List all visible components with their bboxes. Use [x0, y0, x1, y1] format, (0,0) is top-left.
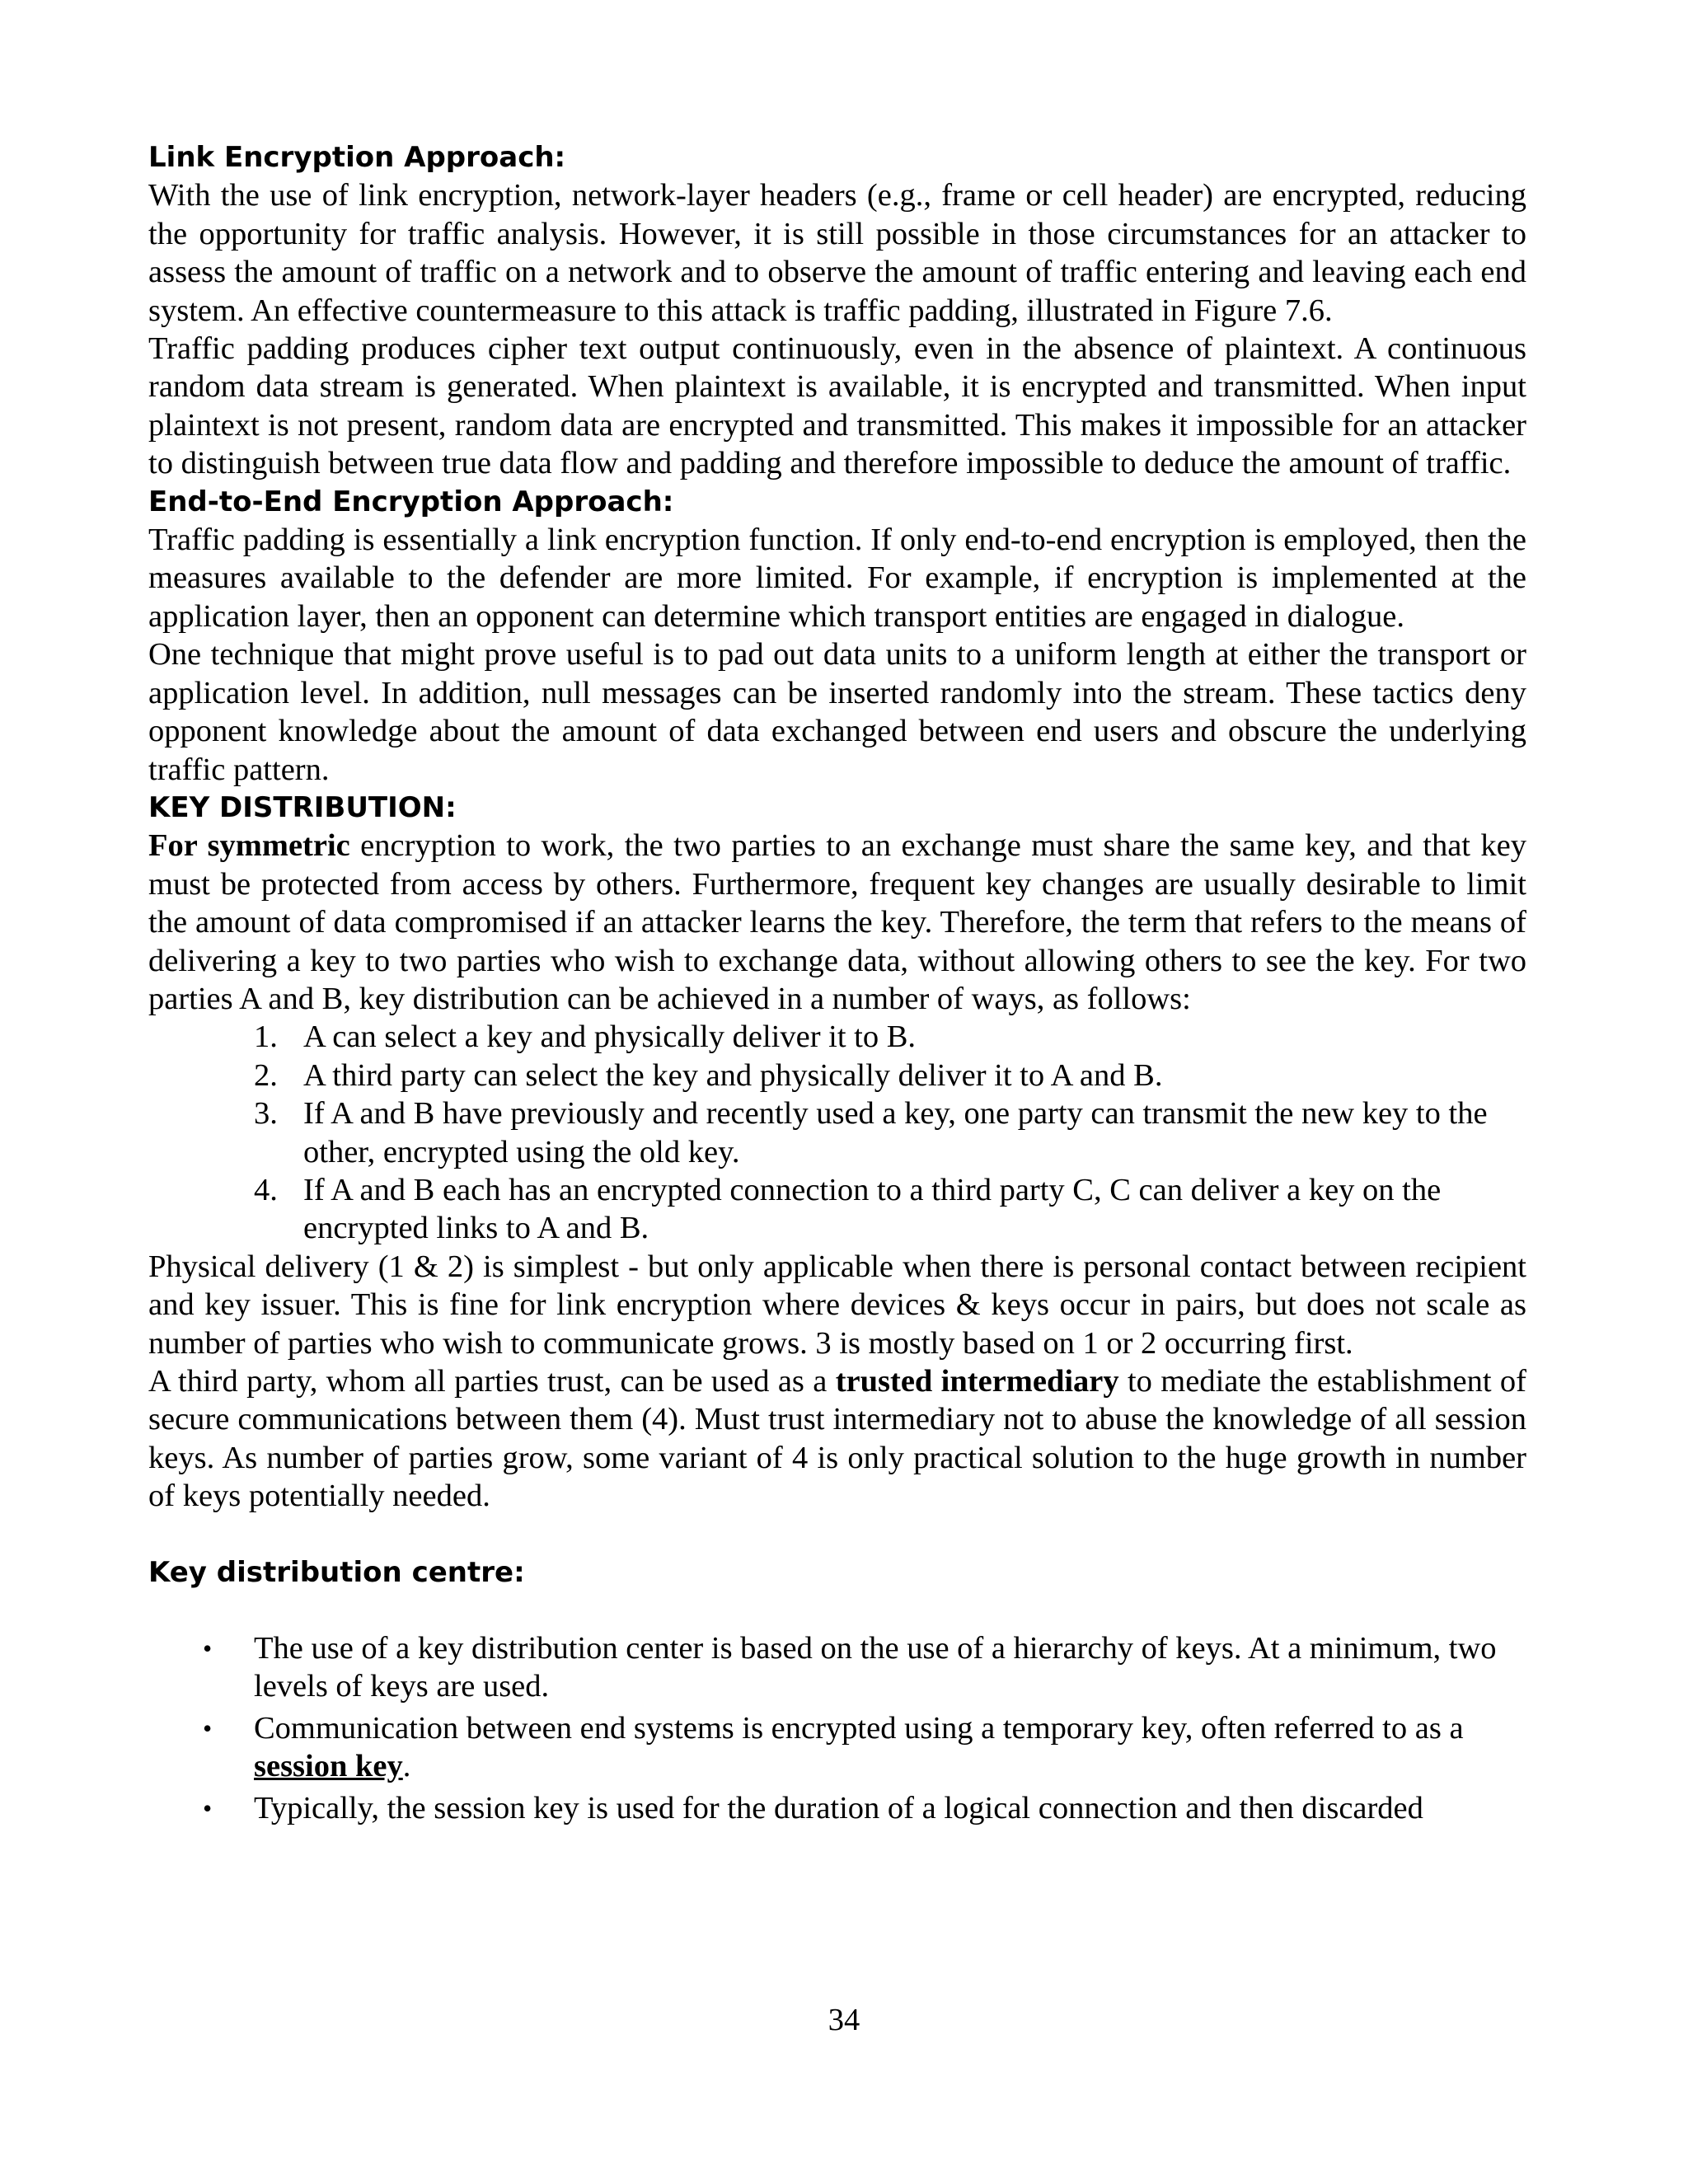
- list-item: [148, 1057, 1526, 1094]
- bullet-item: [148, 1709, 1526, 1786]
- heading-link-encryption: Link Encryption Approach:: [148, 141, 566, 174]
- list-number: 3.: [254, 1096, 278, 1132]
- bold-trusted-intermediary: trusted intermediary: [835, 1364, 1119, 1399]
- list-item: [148, 1094, 1526, 1171]
- bullet-text-end: .: [402, 1749, 411, 1784]
- heading-end-to-end-encryption: End-to-End Encryption Approach:: [148, 485, 674, 518]
- list-item-text: If A and B each has an encrypted connection to a third party C, C can deliver a key on the encrypted links to A and B.: [303, 1172, 1442, 1246]
- heading-key-distribution-centre: Key distribution centre:: [148, 1555, 525, 1589]
- paragraph-physical-delivery: Physical delivery (1 & 2) is simplest - but only applicable when there is personal contact between recipient and key issuer. This is fine for link encryption where devices & keys occur in pairs, but does not scale as number of parties who wish to communicate grows. 3 is mostly based on 1 or 2 occurring first.: [148, 1249, 1526, 1361]
- list-item-text: A can select a key and physically deliver it to B.: [303, 1019, 917, 1055]
- key-distribution-methods-list: [148, 1018, 1526, 1247]
- bullet-icon: •: [203, 1793, 213, 1823]
- session-key-term: session key: [254, 1749, 403, 1784]
- trusted-intermediary-text-a: A third party, whom all parties trust, can be used as a: [148, 1364, 836, 1399]
- blank-line: [148, 1591, 1526, 1629]
- bullet-text: Typically, the session key is used for the duration of a logical connection and then discarded: [254, 1790, 1423, 1825]
- kdc-bullet-list: [148, 1629, 1526, 1827]
- bullet-text: The use of a key distribution center is based on the use of a hierarchy of keys. At a minimum, two levels of keys are used.: [254, 1631, 1497, 1704]
- paragraph-link-encryption-1: With the use of link encryption, network-layer headers (e.g., frame or cell header) are encrypted, reducing the opportunity for traffic analysis. However, it is still possible in those circumstances for an attacker to assess the amount of traffic on a network and to observe the amount of traffic entering and leaving each end system. An effective countermeasure to this attack is traffic padding, illustrated in Figure 7.6.: [148, 178, 1526, 328]
- list-number: 2.: [254, 1057, 278, 1093]
- paragraph-end-to-end-2: One technique that might prove useful is to pad out data units to a uniform length at either the transport or application level. In addition, null messages can be inserted randomly into the stream. These tactics deny opponent knowledge about the amount of data exchanged between end users and obscure the underlying traffic pattern.: [148, 637, 1526, 787]
- bullet-text: Communication between end systems is encrypted using a temporary key, often referred to as a: [254, 1710, 1464, 1746]
- bullet-icon: •: [203, 1713, 213, 1743]
- bullet-item: [148, 1789, 1526, 1827]
- paragraph-trusted-intermediary: [148, 1362, 1526, 1516]
- page-number: 34: [828, 2003, 860, 2037]
- trusted-intermediary-text-b: to mediate the establishment of secure communications between them (4). Must trust intermediary not to abuse the knowledge of all session keys. As number of parties grow, some variant of 4 is only practical solution to the huge growth in number of keys potentially needed.: [148, 1364, 1526, 1514]
- list-item: [148, 1171, 1526, 1248]
- key-distribution-text: encryption to work, the two parties to an exchange must share the same key, and that key must be protected from access by others. Furthermore, frequent key changes are usually desirable to limit the amount of data compromised if an attacker learns the key. Therefore, the term that refers to the means of delivering a key to two parties who wish to exchange data, without allowing others to see the key. For two parties A and B, key distribution can be achieved in a number of ways, as follows:: [148, 828, 1526, 1016]
- list-item-text: A third party can select the key and physically deliver it to A and B.: [303, 1057, 1163, 1093]
- bullet-icon: •: [203, 1633, 213, 1664]
- list-number: 4.: [254, 1172, 278, 1207]
- list-number: 1.: [254, 1019, 278, 1055]
- bullet-item: [148, 1629, 1526, 1706]
- document-page: [148, 138, 1526, 1830]
- list-item-text: If A and B have previously and recently used a key, one party can transmit the new key to the other, encrypted using the old key.: [303, 1096, 1488, 1169]
- bold-for-symmetric: For symmetric: [148, 828, 350, 864]
- paragraph-end-to-end-1: Traffic padding is essentially a link encryption function. If only end-to-end encryption is employed, then the measures available to the defender are more limited. For example, if encryption is implemented at the application layer, then an opponent can determine which transport entities are engaged in dialogue.: [148, 523, 1526, 634]
- paragraph-traffic-padding: Traffic padding produces cipher text output continuously, even in the absence of plaintext. A continuous random data stream is generated. When plaintext is available, it is encrypted and transmitted. When input plaintext is not present, random data are encrypted and transmitted. This makes it impossible for an attacker to distinguish between true data flow and padding and therefore impossible to deduce the amount of traffic.: [148, 331, 1526, 481]
- list-item: [148, 1018, 1526, 1056]
- heading-key-distribution: KEY DISTRIBUTION:: [148, 790, 457, 824]
- paragraph-key-distribution-1: [148, 827, 1526, 1018]
- blank-line: [148, 1516, 1526, 1554]
